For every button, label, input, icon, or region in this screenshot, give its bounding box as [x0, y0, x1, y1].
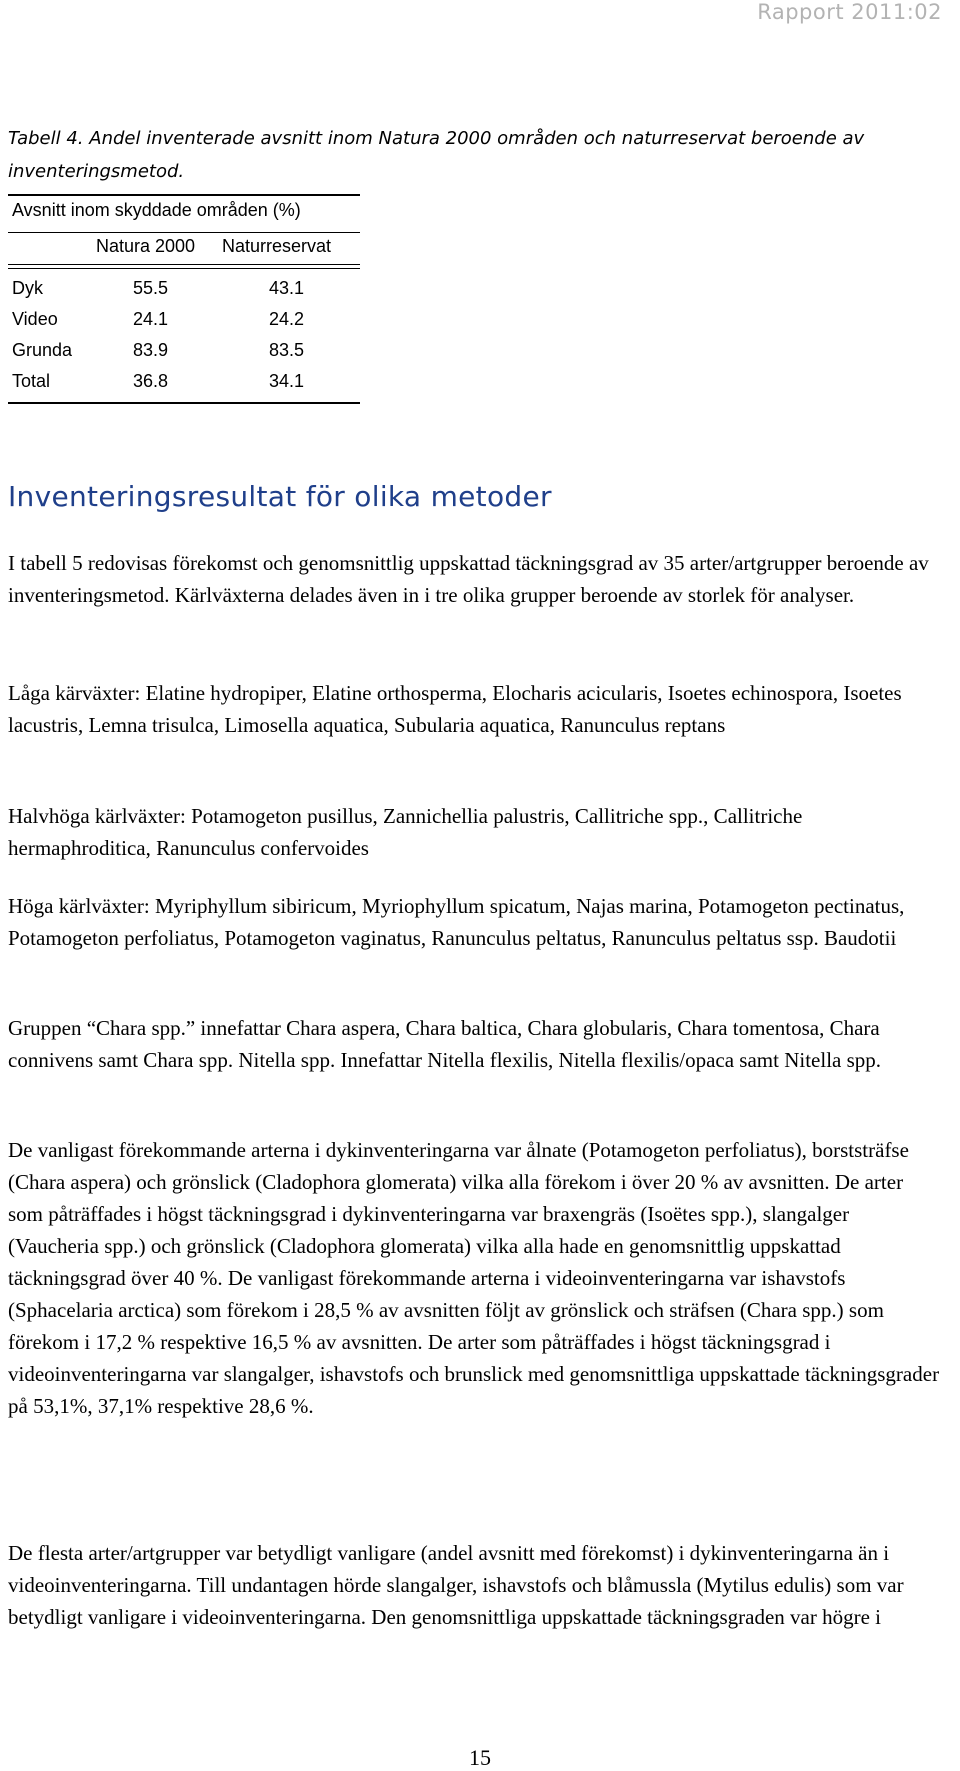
cell-naturreservat: 83.5 — [269, 340, 305, 360]
common-species-paragraph: De vanligast förekommande arterna i dykinventeringarna var ålnate (Potamogeton perfoliatus), borststräfse (Chara aspera) och grönslick (Cladophora glomerata) vilka alla förekom i över 20 % av avsnitten. De arter som påträffades i högst täckningsgrad i dykinventeringarna var braxengräs (Isoëtes spp.), slangalger (Vaucheria spp.) och grönslick (Cladophora glomerata) vilka alla hade en genomsnittlig uppskattad täckningsgrad över 40 %. De vanligast förekommande arterna i videoinventeringarna var ishavstofs (Sphacelaria arctica) som förekom i 28,5 % av avsnitten följt av grönslick och sträfsen (Chara spp.) som förekom i 17,2 % respektive 16,5 % av avsnitten. De arter som påträffades i högst täckningsgrad i videoinventeringarna var slangalger, ishavstofs och brunslick med genomsnittliga uppskattade täckningsgrader på 53,1%, 37,1% respektive 28,6 %. — [8, 1138, 940, 1418]
cell-natura: 36.8 — [133, 371, 169, 391]
row-label: Total — [12, 371, 51, 391]
column-header-naturreservat: Naturreservat — [222, 236, 332, 256]
cell-natura: 55.5 — [133, 278, 169, 298]
table-row — [8, 371, 360, 403]
table-row — [8, 278, 360, 310]
table-header-rule — [8, 268, 360, 269]
cell-natura: 83.9 — [133, 340, 169, 360]
cell-natura: 24.1 — [133, 309, 169, 329]
comparison-paragraph: De flesta arter/artgrupper var betydligt vanligare (andel avsnitt med förekomst) i dykinventeringarna än i videoinventeringarna. Till undantagen hörde slangalger, ishavstofs och blåmussla (Mytilus edulis) som var betydligt vanligare i videoinventeringarna. Den genomsnittliga uppskattade täckningsgraden var högre i — [8, 1541, 904, 1629]
column-header-natura: Natura 2000 — [96, 236, 196, 256]
table-bottom-rule — [8, 402, 360, 404]
intro-paragraph: I tabell 5 redovisas förekomst och genomsnittlig uppskattad täckningsgrad av 35 arter/artgrupper beroende av inventeringsmetod. Kärlväxterna delades även in i tre olika grupper beroende av storlek för analyser. — [8, 551, 929, 607]
page-number: 15 — [469, 1745, 491, 1770]
table-top-rule — [8, 194, 360, 196]
medium-plants-paragraph: Halvhöga kärlväxter: Potamogeton pusillus, Zannichellia palustris, Callitriche spp., Callitriche hermaphroditica, Ranunculus confervoides — [8, 804, 803, 860]
table-header-rule — [8, 264, 360, 265]
row-label: Dyk — [12, 278, 43, 298]
tall-plants-paragraph: Höga kärlväxter: Myriphyllum sibiricum, Myriophyllum spicatum, Najas marina, Potamogeton pectinatus, Potamogeton perfoliatus, Potamogeton vaginatus, Ranunculus peltatus, Ranunculus peltatus ssp. Baudotii — [8, 894, 905, 950]
cell-naturreservat: 34.1 — [269, 371, 305, 391]
section-heading: Inventeringsresultat för olika metoder — [8, 480, 552, 513]
row-label: Grunda — [12, 340, 73, 360]
cell-naturreservat: 43.1 — [269, 278, 305, 298]
table-row — [8, 340, 360, 372]
table-title-rule — [8, 232, 360, 233]
row-label: Video — [12, 309, 58, 329]
report-header: Rapport 2011:02 — [757, 0, 942, 24]
table-title: Avsnitt inom skyddade områden (%) — [12, 200, 301, 220]
low-plants-paragraph: Låga kärväxter: Elatine hydropiper, Elatine orthosperma, Elocharis acicularis, Isoetes echinospora, Isoetes lacustris, Lemna trisulca, Limosella aquatica, Subularia aquatica, Ranunculus reptans — [8, 681, 902, 737]
table-row — [8, 309, 360, 341]
cell-naturreservat: 24.2 — [269, 309, 305, 329]
table-caption: Tabell 4. Andel inventerade avsnitt inom Natura 2000 områden och naturreservat beroende av inventeringsmetod. — [8, 128, 865, 182]
chara-group-paragraph: Gruppen “Chara spp.” innefattar Chara aspera, Chara baltica, Chara globularis, Chara tomentosa, Chara connivens samt Chara spp. Nitella spp. Innefattar Nitella flexilis, Nitella flexilis/opaca samt Nitella spp. — [8, 1016, 882, 1072]
